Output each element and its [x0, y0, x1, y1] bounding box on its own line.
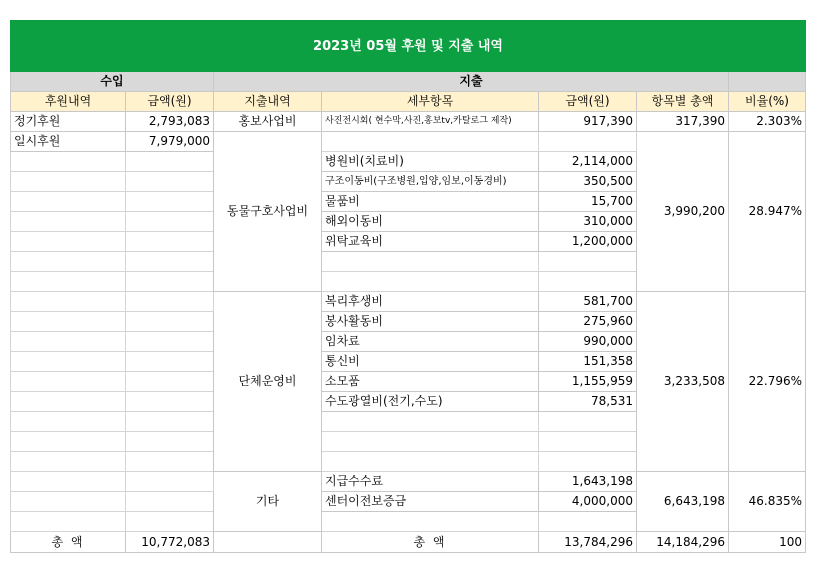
expense-category-operation: 단체운영비	[214, 292, 322, 472]
empty-cell	[126, 432, 214, 452]
expense-detail: 봉사활동비	[322, 312, 539, 332]
col-header-detail: 세부항목	[322, 92, 539, 112]
expense-detail: 구조이동비(구조병원,입양,임보,이동경비)	[322, 172, 539, 192]
expense-total-label: 총 액	[322, 532, 539, 553]
col-header-amount: 금액(원)	[539, 92, 637, 112]
expense-detail: 물품비	[322, 192, 539, 212]
empty-cell	[539, 452, 637, 472]
empty-cell	[126, 412, 214, 432]
empty-cell	[11, 372, 126, 392]
empty-cell	[11, 212, 126, 232]
expense-amount: 1,200,000	[539, 232, 637, 252]
empty-cell	[126, 172, 214, 192]
subtotal-total: 14,184,296	[637, 532, 729, 553]
expense-detail: 복리후생비	[322, 292, 539, 312]
category-ratio: 22.796%	[729, 292, 806, 472]
empty-cell	[11, 392, 126, 412]
totals-row	[11, 532, 806, 553]
col-header-ratio: 비율(%)	[729, 92, 806, 112]
expense-detail: 위탁교육비	[322, 232, 539, 252]
expense-amount: 990,000	[539, 332, 637, 352]
income-total-label: 총 액	[11, 532, 126, 553]
empty-cell	[11, 352, 126, 372]
expense-category-rescue: 동물구호사업비	[214, 132, 322, 292]
category-ratio: 28.947%	[729, 132, 806, 292]
empty-cell	[126, 472, 214, 492]
category-ratio: 2.303%	[729, 112, 806, 132]
empty-cell	[322, 252, 539, 272]
empty-cell	[126, 392, 214, 412]
budget-sheet	[10, 20, 806, 553]
empty-cell	[11, 232, 126, 252]
expense-amount: 2,114,000	[539, 152, 637, 172]
empty-cell	[126, 492, 214, 512]
expense-amount: 917,390	[539, 112, 637, 132]
empty-cell	[322, 412, 539, 432]
expense-detail-blank	[322, 132, 539, 152]
expense-detail: 수도광열비(전기,수도)	[322, 392, 539, 412]
empty-cell	[322, 432, 539, 452]
col-header-income-item: 후원내역	[11, 92, 126, 112]
expense-amount: 1,643,198	[539, 472, 637, 492]
expense-category-other: 기타	[214, 472, 322, 532]
expense-amount: 581,700	[539, 292, 637, 312]
empty-cell	[126, 272, 214, 292]
expense-amount: 310,000	[539, 212, 637, 232]
expense-section-header: 지출	[214, 72, 729, 92]
empty-cell	[539, 412, 637, 432]
empty-cell	[11, 152, 126, 172]
empty-cell	[539, 252, 637, 272]
expense-detail: 지급수수료	[322, 472, 539, 492]
table-row	[11, 292, 806, 312]
expense-detail: 센터이전보증금	[322, 492, 539, 512]
empty-cell	[126, 512, 214, 532]
empty-cell	[126, 152, 214, 172]
income-section-header: 수입	[11, 72, 214, 92]
category-subtotal: 317,390	[637, 112, 729, 132]
empty-cell	[11, 312, 126, 332]
empty-cell	[11, 272, 126, 292]
empty-cell	[126, 252, 214, 272]
empty-cell	[11, 252, 126, 272]
income-amount: 2,793,083	[126, 112, 214, 132]
totals-blank	[214, 532, 322, 553]
empty-cell	[322, 272, 539, 292]
empty-cell	[11, 472, 126, 492]
empty-cell	[11, 512, 126, 532]
empty-cell	[11, 432, 126, 452]
empty-cell	[126, 232, 214, 252]
col-header-subtotal: 항목별 총액	[637, 92, 729, 112]
category-subtotal: 3,233,508	[637, 292, 729, 472]
empty-cell	[126, 372, 214, 392]
donation-expense-table	[10, 20, 806, 553]
expense-total: 13,784,296	[539, 532, 637, 553]
empty-cell	[11, 332, 126, 352]
expense-amount: 151,358	[539, 352, 637, 372]
empty-cell	[11, 452, 126, 472]
empty-cell	[539, 432, 637, 452]
income-name: 일시후원	[11, 132, 126, 152]
expense-category-promotion: 홍보사업비	[214, 112, 322, 132]
expense-detail: 해외이동비	[322, 212, 539, 232]
empty-cell	[539, 272, 637, 292]
expense-amount: 15,700	[539, 192, 637, 212]
expense-detail: 통신비	[322, 352, 539, 372]
col-header-expense-item: 지출내역	[214, 92, 322, 112]
empty-cell	[126, 332, 214, 352]
empty-cell	[126, 292, 214, 312]
empty-cell	[539, 512, 637, 532]
section-header-blank	[729, 72, 806, 92]
income-amount: 7,979,000	[126, 132, 214, 152]
income-total: 10,772,083	[126, 532, 214, 553]
expense-amount: 78,531	[539, 392, 637, 412]
empty-cell	[126, 212, 214, 232]
table-row	[11, 132, 806, 152]
empty-cell	[11, 192, 126, 212]
ratio-total: 100	[729, 532, 806, 553]
expense-amount: 350,500	[539, 172, 637, 192]
empty-cell	[11, 292, 126, 312]
empty-cell	[11, 492, 126, 512]
table-row	[11, 472, 806, 492]
expense-amount: 1,155,959	[539, 372, 637, 392]
expense-detail: 임차료	[322, 332, 539, 352]
income-name: 정기후원	[11, 112, 126, 132]
empty-cell	[11, 172, 126, 192]
empty-cell	[126, 312, 214, 332]
empty-cell	[126, 352, 214, 372]
category-subtotal: 3,990,200	[637, 132, 729, 292]
empty-cell	[11, 412, 126, 432]
category-ratio: 46.835%	[729, 472, 806, 532]
expense-detail: 병원비(치료비)	[322, 152, 539, 172]
table-row	[11, 112, 806, 132]
empty-cell	[126, 192, 214, 212]
empty-cell	[322, 452, 539, 472]
expense-amount: 4,000,000	[539, 492, 637, 512]
col-header-income-amount: 금액(원)	[126, 92, 214, 112]
empty-cell	[322, 512, 539, 532]
expense-amount: 275,960	[539, 312, 637, 332]
expense-amount-blank	[539, 132, 637, 152]
sheet-title: 2023년 05월 후원 및 지출 내역	[11, 21, 806, 72]
empty-cell	[126, 452, 214, 472]
category-subtotal: 6,643,198	[637, 472, 729, 532]
expense-detail: 소모품	[322, 372, 539, 392]
expense-detail: 사진전시회( 현수막,사진,홍보tv,카탈로그 제작)	[322, 112, 539, 132]
